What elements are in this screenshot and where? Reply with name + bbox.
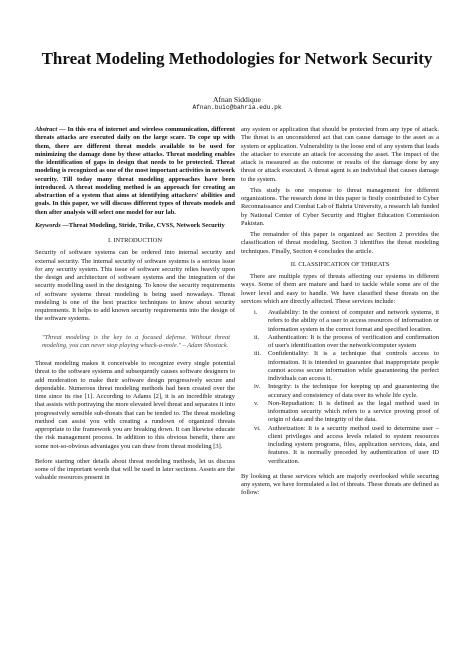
abstract-label: Abstract — (35, 126, 66, 133)
intro-paragraph-1: Security of software systems can be ordered into internal security and external security. The internal security of software systems is a serious issue for any security system. This issue of software security relies heavily upon the design and architecture of software systems and the integration of the security modelling used in the designing. To know the security requirements of software systems threat modeling is being used nowadays. Threat modeling is one of the best practice techniques to know about security requirements. It helps to add known security requirements into the design of the software systems. (35, 249, 235, 323)
services-list (241, 309, 439, 466)
paper-title: Threat Modeling Methodologies for Network Security (41, 49, 433, 68)
list-item-text: Authentication: It is the process of verification and confirmation of user's identification over the network/computer system (268, 333, 439, 349)
list-item-text: Availability: In the context of computer and network systems, it refers to the ability of a user to access resources of information or information system in the correct format and specified location. (268, 309, 439, 333)
list-item (241, 383, 439, 400)
section-heading-classification: II. CLASSIFICATION OF THREATS (290, 260, 390, 268)
list-item-number: i. (254, 309, 258, 316)
list-item (241, 334, 439, 351)
list-item-text: Authorization: It is a security method used to determine user – client privileges and access levels related to system resources including system programs, files, application services, data, and features. It is normally preceded by authentication of user ID verification. (268, 424, 439, 465)
body-paragraph-threat-list: By looking at these services which are majorly overlooked while securing any system, we have formulated a list of threats. These threats are defined as follow: (241, 472, 439, 497)
list-item-text: Non-Repudiation: It is defined as the legal method used in information security which refers to a service proving proof of origin of data and the integrity of the data. (268, 399, 439, 424)
body-paragraph-assets: any system or application that should be protected from any type of attack. The threat is an unconsidered act that can cause damage to the asset as a system or application. Vulnerability is the loose end of any system that leads the attacker to execute an attack for accessing the asset. The impact of the attack is measured as the outcome or results of the damage done by any threat or attack executed. A threat agent is an individual that causes damage to the system. (241, 126, 439, 183)
list-item (241, 309, 439, 334)
list-item (241, 425, 439, 466)
left-column (35, 126, 235, 483)
list-item (241, 350, 439, 383)
list-item (241, 400, 439, 425)
body-paragraph-threat-types: There are multiple types of threats affecting our systems in different ways. Some of them are mature and hard to tackle while some are of the lower level and easy to handle. We have classified these threats on the services which are directly affected. These services include: (241, 273, 439, 305)
author-name: Afnan Siddique (213, 95, 261, 104)
abstract-text: In this era of internet and wireless communication, different threats attacks are executed daily on the large scare. To cope up with them, there are different threat models available to be used for minimizing the damage done by these attacks. Threat modeling enables the identification of gaps in design that needs to be protected. Threat modeling is recognized as one of the most important activities in network security. Till today many threat modeling approaches have been introduced. A threat modeling method is an approach for creating an abstraction of a system that aims at identifying attackers' abilities and goals. In this paper, we will discuss different types of threats models and then after analysis will select one model for our lab. (35, 126, 235, 216)
section-heading-introduction: I. INTRODUCTION (108, 237, 162, 244)
abstract (35, 126, 235, 217)
intro-paragraph-3: Before starting other details about threat modeling methods, let us discuss some of the important words that will be used in later sections. Assets are the valuable resources present in (35, 457, 235, 482)
list-item-number: vi. (254, 424, 261, 432)
author-email: Afnan.buic@bahria.edu.pk (192, 104, 282, 111)
body-paragraph-study: This study is one response to threat management for different organizations. The research done in this paper is firstly contributed to Cyber Reconnaissance and Combat Lab of Bahria University, a research lab funded by National Center of Cyber Security and Higher Education Commission Pakistan. (241, 186, 439, 227)
keywords-label: Keywords — (35, 221, 69, 229)
epigraph-quote: "Threat modeling is the key to a focused defense. Without threat modeling, you can never stop playing whack-a-mole." – Adam Shostack. (42, 333, 230, 349)
list-item-number: iii. (254, 350, 261, 358)
list-item-number: v. (254, 399, 259, 407)
list-item-text: Integrity: is the technique for keeping up and guaranteeing the accuracy and consistency of data over its whole life cycle. (268, 383, 439, 399)
keywords-text: Threat Modeling, Stride, Trike, CVSS, Network Security (68, 221, 225, 229)
intro-paragraph-2: Threat modeling makes it conceivable to recognize every single potential threat to the software systems and subsequently causes software designers to add moderation to make their software design progressively secure and dependable. Numerous threat modeling methods had been created over the time since its rise [1]. According to Adams [2], it is an incredible strategy that assists with portraying the more elevated level threat and separates it into progressively sensible sub-threats that can be tended to. The threat modeling method can assist you with creating a rundown of organized threats appropriate to the framework you are breaking down. It can likewise educate the risk management process. In addition to this obvious benefit, there are some not-so-obvious advantages you can draw from threat modeling [3]. (35, 360, 235, 450)
keywords (35, 222, 235, 230)
body-paragraph-organization: The remainder of this paper is organized as: Section 2 provides the classification of threat modeling. Section 3 identifies the threat modeling techniques. Finally, Section 4 concludes the article. (241, 231, 439, 255)
list-item-text: Confidentiality: It is a technique that controls access to information. It is intended to guarantee that inappropriate people cannot access secure information while guaranteeing the perfect individuals can access it. (268, 350, 439, 382)
list-item-number: ii. (254, 333, 260, 341)
list-item-number: iv. (254, 383, 261, 391)
right-column (241, 126, 439, 498)
